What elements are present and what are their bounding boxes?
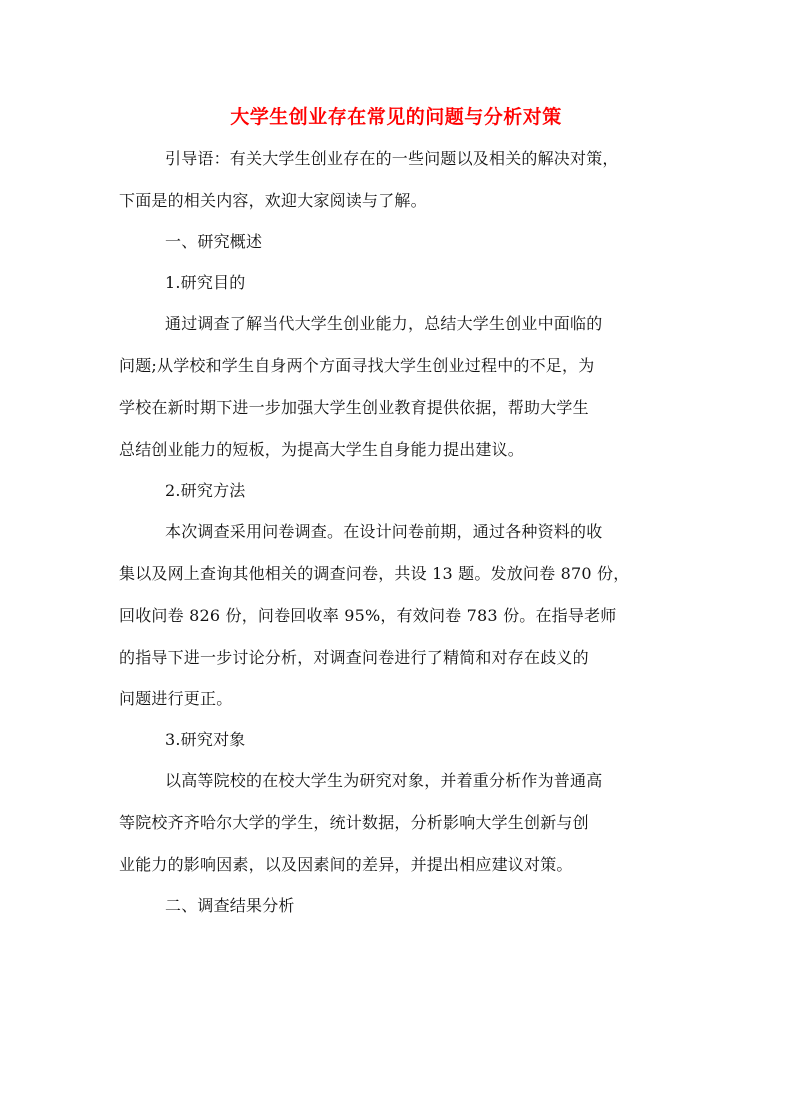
subject-line-3: 业能力的影响因素，以及因素间的差异，并提出相应建议对策。 bbox=[119, 855, 573, 874]
intro-line-1: 引导语：有关大学生创业存在的一些问题以及相关的解决对策， bbox=[165, 149, 619, 168]
section-heading-overview: 一、研究概述 bbox=[165, 232, 263, 251]
purpose-line-1: 通过调查了解当代大学生创业能力，总结大学生创业中面临的 bbox=[165, 314, 603, 333]
intro-line-2: 下面是的相关内容，欢迎大家阅读与了解。 bbox=[119, 191, 427, 210]
purpose-line-2: 问题;从学校和学生自身两个方面寻找大学生创业过程中的不足，为 bbox=[119, 356, 595, 375]
method-line-2: 集以及网上查询其他相关的调查问卷，共设 13 题。发放问卷 870 份， bbox=[119, 564, 630, 583]
purpose-line-3: 学校在新时期下进一步加强大学生创业教育提供依据，帮助大学生 bbox=[119, 398, 589, 417]
method-line-3: 回收问卷 826 份，问卷回收率 95%，有效问卷 783 份。在指导老师 bbox=[119, 606, 617, 625]
subject-line-2: 等院校齐齐哈尔大学的学生，统计数据，分析影响大学生创新与创 bbox=[119, 813, 589, 832]
document-title: 大学生创业存在常见的问题与分析对策 bbox=[230, 106, 562, 128]
method-line-5: 问题进行更正。 bbox=[119, 689, 233, 708]
subheading-method: 2.研究方法 bbox=[165, 481, 246, 500]
purpose-line-4: 总结创业能力的短板，为提高大学生自身能力提出建议。 bbox=[119, 440, 525, 459]
subject-line-1: 以高等院校的在校大学生为研究对象，并着重分析作为普通高 bbox=[165, 771, 603, 790]
subheading-purpose: 1.研究目的 bbox=[165, 273, 246, 292]
subheading-subject: 3.研究对象 bbox=[165, 730, 246, 749]
section-heading-results: 二、调查结果分析 bbox=[165, 896, 295, 915]
method-line-4: 的指导下进一步讨论分析，对调查问卷进行了精简和对存在歧义的 bbox=[119, 648, 589, 667]
method-line-1: 本次调查采用问卷调查。在设计问卷前期，通过各种资料的收 bbox=[165, 522, 603, 541]
